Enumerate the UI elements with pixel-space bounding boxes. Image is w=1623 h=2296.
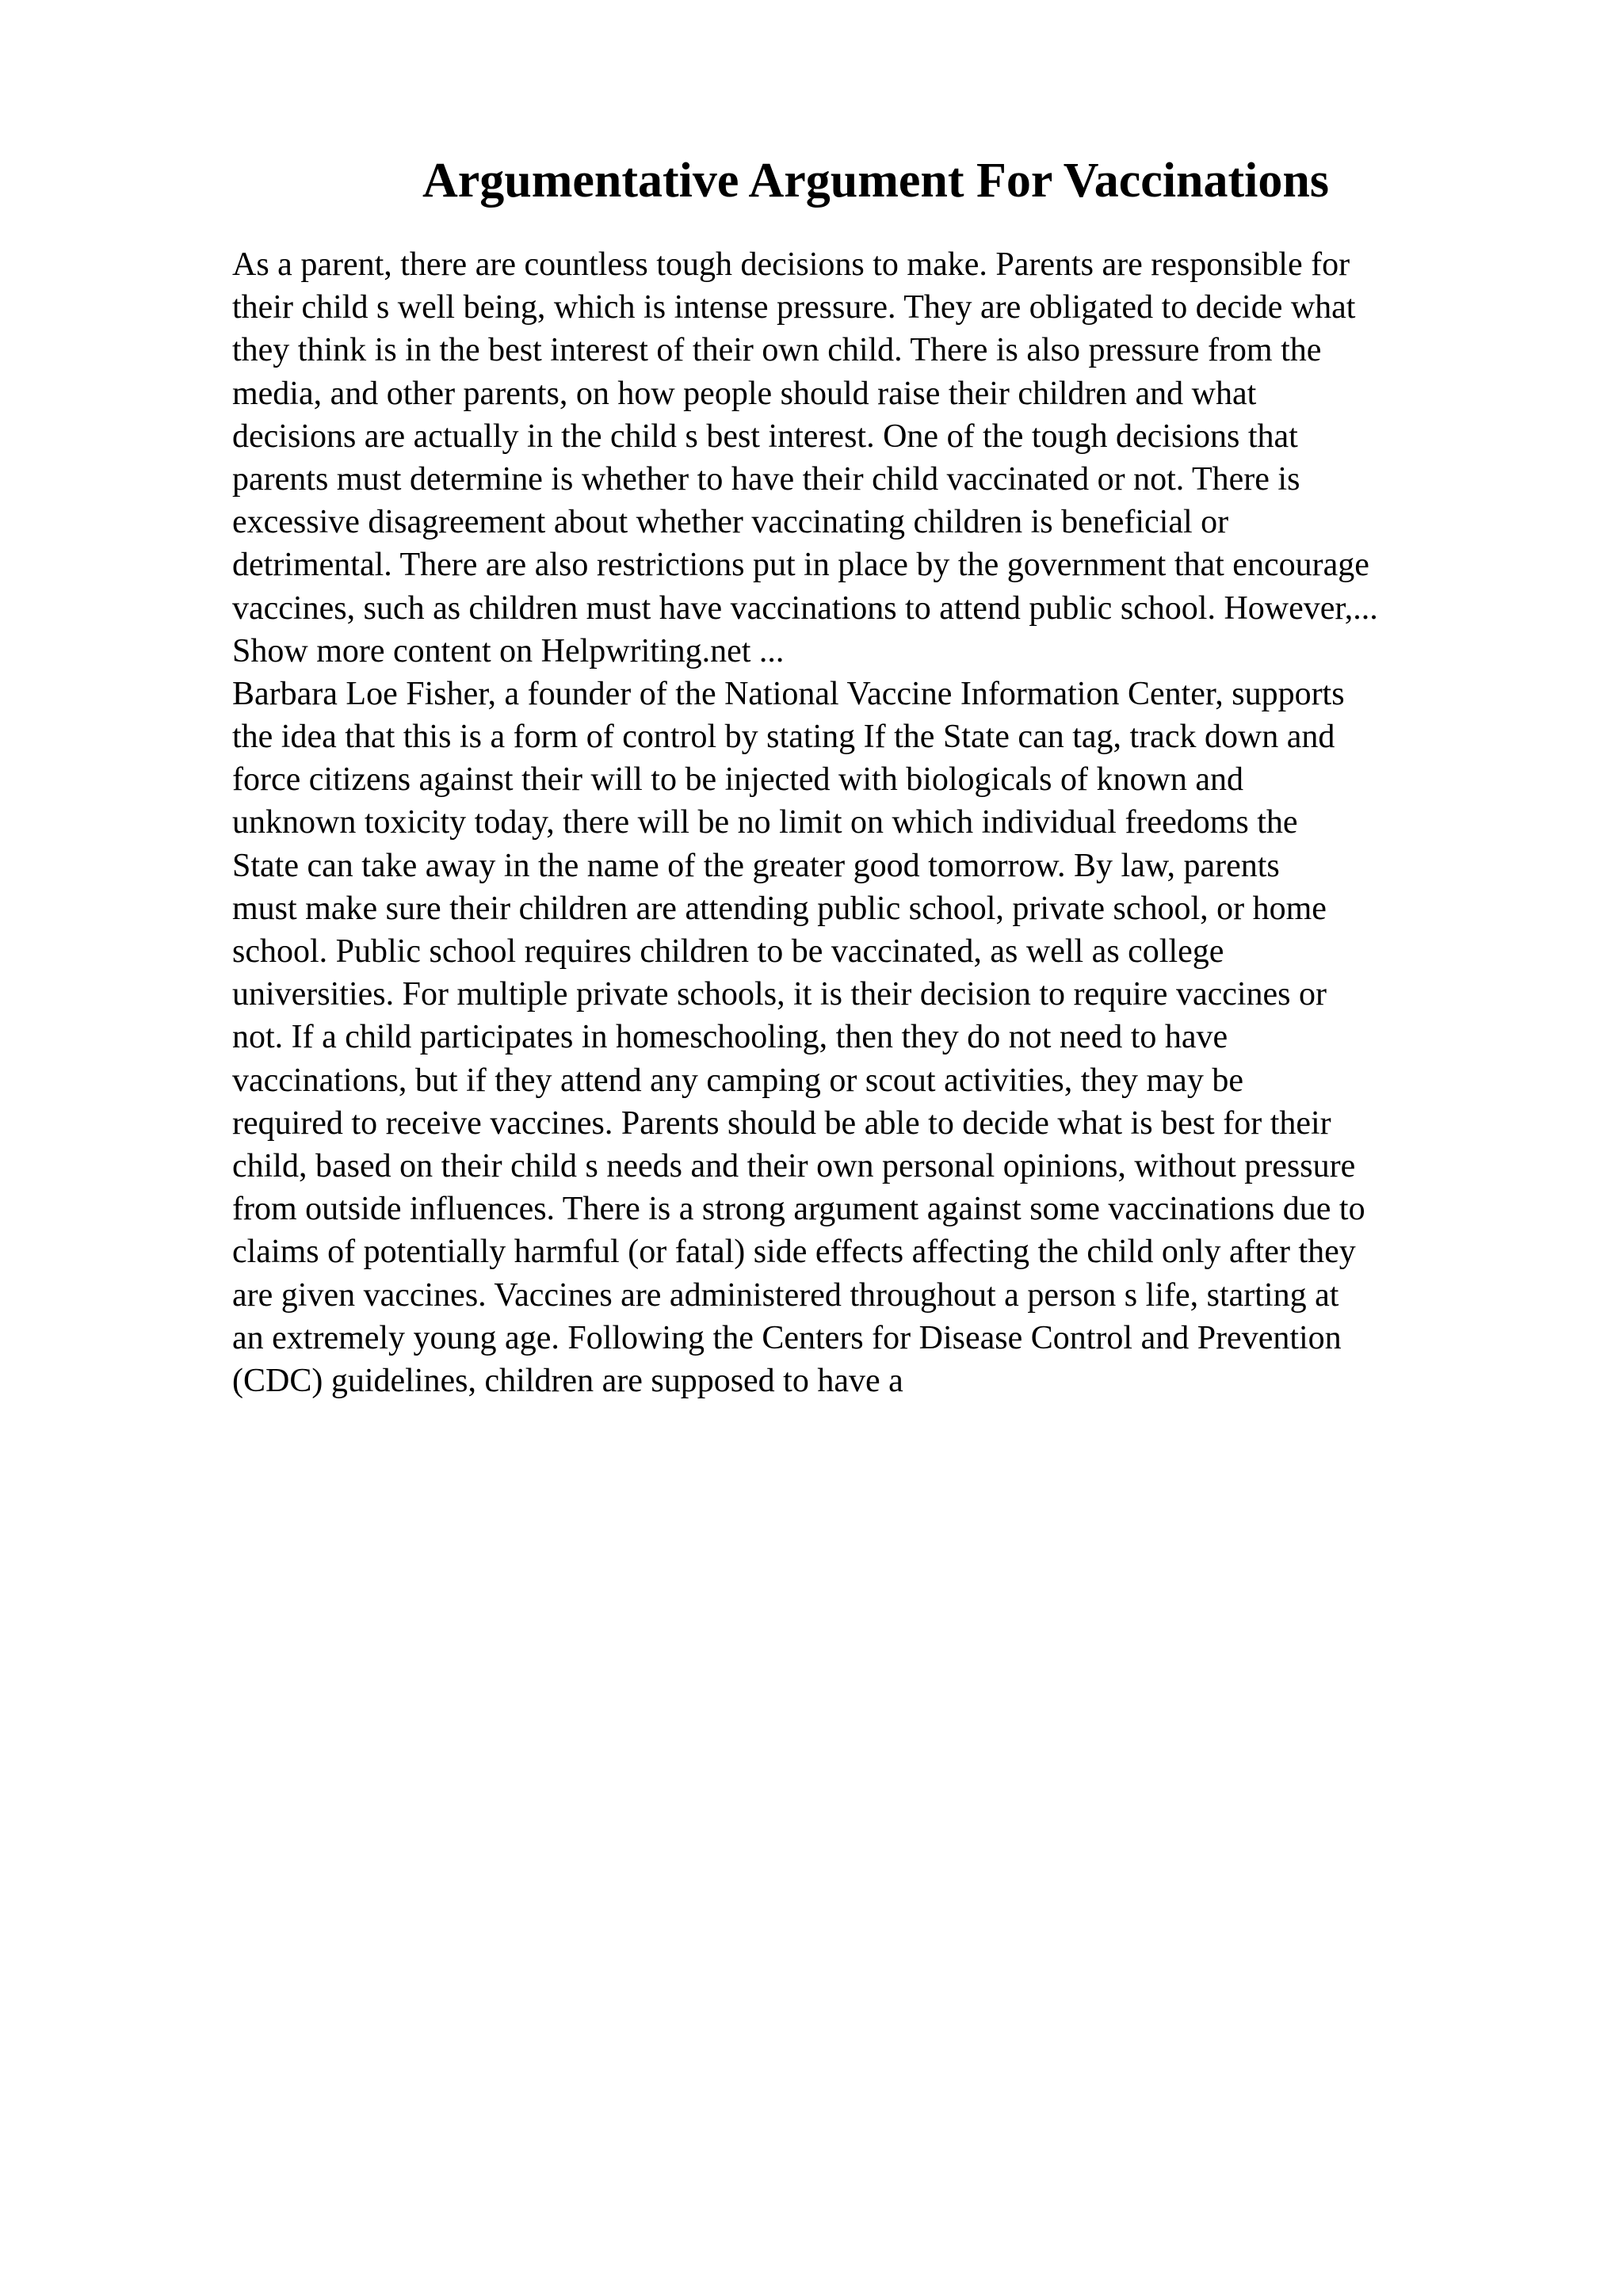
body-line: school. Public school requires children to be vaccinated, as well as college bbox=[232, 933, 1224, 970]
body-line: vaccinations, but if they attend any camping or scout activities, they may be bbox=[232, 1062, 1243, 1099]
body-line: force citizens against their will to be injected with biologicals of known and bbox=[232, 761, 1243, 799]
body-line: required to receive vaccines. Parents should be able to decide what is best for their bbox=[232, 1104, 1331, 1142]
show-more-link[interactable]: Show more content on Helpwriting.net ... bbox=[232, 632, 785, 669]
body-line: they think is in the best interest of their own child. There is also pressure from the bbox=[232, 332, 1322, 369]
body-line: State can take away in the name of the greater good tomorrow. By law, parents bbox=[232, 847, 1280, 884]
body-line: vaccines, such as children must have vaccinations to attend public school. However,... bbox=[232, 589, 1378, 627]
document-body bbox=[232, 243, 1532, 1402]
body-line: As a parent, there are countless tough decisions to make. Parents are responsible for bbox=[232, 246, 1350, 283]
body-line: not. If a child participates in homeschooling, then they do not need to have bbox=[232, 1019, 1228, 1056]
page-title: Argumentative Argument For Vaccinations bbox=[422, 154, 1330, 208]
body-line: must make sure their children are attending public school, private school, or home bbox=[232, 890, 1327, 927]
body-line: an extremely young age. Following the Centers for Disease Control and Prevention bbox=[232, 1319, 1342, 1356]
body-line: detrimental. There are also restrictions put in place by the government that encourage bbox=[232, 547, 1369, 584]
body-line: are given vaccines. Vaccines are administered throughout a person s life, starting at bbox=[232, 1276, 1339, 1314]
body-line: child, based on their child s needs and their own personal opinions, without pressure bbox=[232, 1147, 1356, 1184]
body-line: unknown toxicity today, there will be no limit on which individual freedoms the bbox=[232, 804, 1298, 841]
body-line: (CDC) guidelines, children are supposed to have a bbox=[232, 1362, 903, 1399]
body-line: from outside influences. There is a strong argument against some vaccinations due to bbox=[232, 1191, 1365, 1228]
body-line: claims of potentially harmful (or fatal) side effects affecting the child only after they bbox=[232, 1234, 1356, 1271]
body-line: decisions are actually in the child s best interest. One of the tough decisions that bbox=[232, 418, 1298, 455]
body-line: the idea that this is a form of control by stating If the State can tag, track down and bbox=[232, 719, 1335, 756]
body-line: their child s well being, which is intense pressure. They are obligated to decide what bbox=[232, 289, 1356, 326]
body-line: parents must determine is whether to have their child vaccinated or not. There is bbox=[232, 460, 1300, 498]
body-line: Barbara Loe Fisher, a founder of the National Vaccine Information Center, supports bbox=[232, 675, 1345, 712]
body-line: universities. For multiple private schools, it is their decision to require vaccines or bbox=[232, 976, 1327, 1013]
body-line: excessive disagreement about whether vaccinating children is beneficial or bbox=[232, 504, 1229, 541]
body-line: media, and other parents, on how people should raise their children and what bbox=[232, 375, 1257, 412]
